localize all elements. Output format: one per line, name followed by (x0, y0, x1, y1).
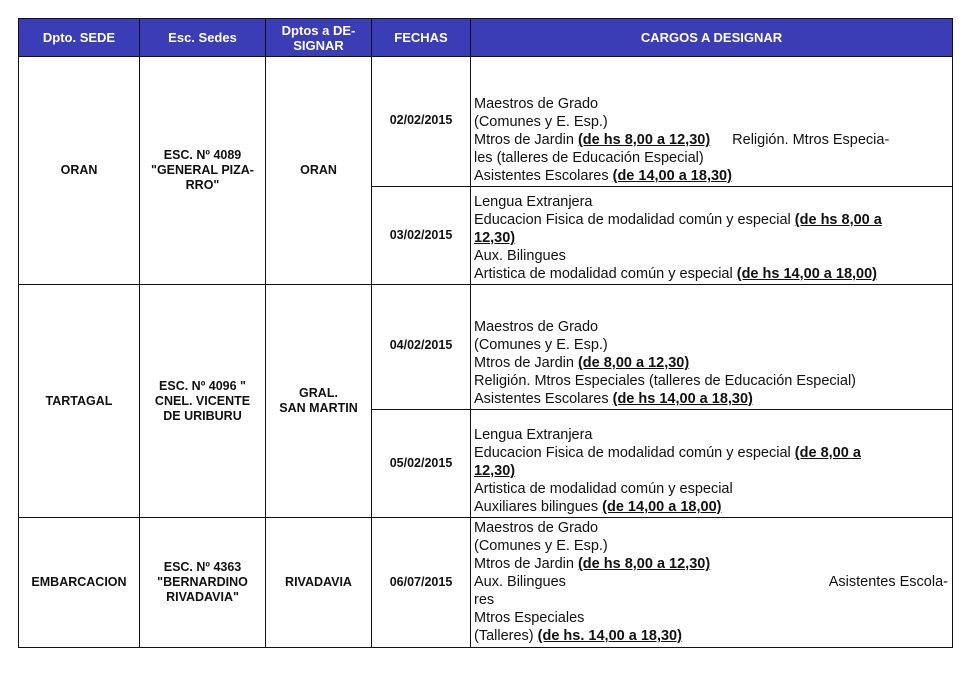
cargo-text: Mtros de Jardin (474, 132, 578, 148)
header-dpto-sede: Dpto. SEDE (19, 19, 140, 57)
cargo-line: (Comunes y E. Esp.) (474, 337, 608, 353)
escuela-line: CNEL. VICENTE (154, 393, 251, 408)
horario: (de hs 8,00 a 12,30) (577, 556, 711, 572)
cargo-line (474, 229, 948, 247)
cargo-text: Mtros de Jardin (474, 355, 578, 371)
cargo-line (474, 627, 948, 645)
table-row (19, 57, 953, 187)
cargo-line: (Comunes y E. Esp.) (474, 538, 608, 554)
cargo-line: Lengua Extranjera (474, 427, 593, 443)
dpto-line: SAN MARTIN (279, 401, 358, 415)
dpto-designar-cell: RIVADAVIA (266, 518, 372, 648)
fecha-cell: 03/02/2015 (372, 187, 471, 285)
escuela-cell (140, 518, 266, 648)
cargo-line: (Comunes y E. Esp.) (474, 114, 608, 130)
cargo-line: Maestros de Grado (474, 319, 599, 335)
cargos-cell (471, 285, 953, 410)
fecha-cell: 06/07/2015 (372, 518, 471, 648)
cargo-text: (Talleres) (474, 628, 538, 644)
horario: (de hs 14,00 a 18,30) (612, 391, 753, 407)
horario: 12,30) (474, 463, 516, 479)
cargo-line: Artistica de modalidad común y especial (474, 481, 733, 497)
table-row (19, 285, 953, 410)
cargo-line: Maestros de Grado (474, 96, 599, 112)
escuela-line: RIVADAVIA" (166, 590, 239, 604)
fecha-cell: 05/02/2015 (372, 410, 471, 518)
escuela-cell (140, 57, 266, 285)
sede-cell: TARTAGAL (19, 285, 140, 518)
cargo-line (474, 444, 948, 462)
cargos-cell (471, 187, 953, 285)
horario: (de hs 14,00 a 18,00) (736, 266, 877, 282)
sede-cell: ORAN (19, 57, 140, 285)
cargo-line: les (talleres de Educación Especial) (474, 150, 704, 166)
cargo-line (474, 354, 948, 372)
horario: (de 14,00 a 18,30) (612, 168, 732, 184)
cargo-text: Artistica de modalidad común y especial (474, 266, 737, 282)
cargo-text: Religión. Mtros Especia- (732, 132, 890, 148)
cargo-line: Religión. Mtros Especiales (talleres de Educación Especial) (474, 373, 857, 389)
horario: (de hs 8,00 a (794, 212, 882, 228)
horario: 12,30) (474, 230, 516, 246)
escuela-line: DE URIBURU (163, 408, 242, 423)
cargo-line: Maestros de Grado (474, 520, 599, 536)
cargo-line (474, 573, 948, 591)
cargo-text: Educacion Fisica de modalidad común y especial (474, 212, 795, 228)
cargo-text: Educacion Fisica de modalidad común y especial (474, 445, 795, 461)
cargo-line (474, 390, 948, 408)
fecha-cell: 02/02/2015 (372, 57, 471, 187)
horario: (de 8,00 a (794, 445, 861, 461)
cargo-line: Aux. Bilingues (474, 248, 566, 264)
escuela-line: ESC. Nº 4096 " (159, 378, 246, 393)
dpto-line: GRAL. (299, 386, 338, 400)
escuela-line: ESC. Nº 4089 (163, 148, 242, 162)
escuela-cell (140, 285, 266, 518)
table-row (19, 518, 953, 648)
cargos-cell (471, 410, 953, 518)
cargo-line (474, 498, 948, 516)
cargos-table-sheet (18, 18, 952, 652)
cargos-cell (471, 518, 953, 648)
header-fechas: FECHAS (372, 19, 471, 57)
cargo-line (474, 211, 948, 229)
header-cargos: CARGOS A DESIGNAR (471, 19, 953, 57)
header-dptos-line2: SIGNAR (293, 37, 344, 53)
cargo-line: Mtros Especiales (474, 610, 585, 626)
header-dptos-line1: Dptos a DE- (281, 22, 356, 38)
cargo-text: Mtros de Jardin (474, 556, 578, 572)
horario: (de 14,00 a 18,00) (602, 499, 722, 515)
escuela-line: "BERNARDINO (157, 575, 248, 589)
cargo-line (474, 462, 948, 480)
cargos-table (18, 18, 953, 648)
cargo-text: Auxiliares bilingues (474, 499, 603, 515)
cargo-line (474, 131, 948, 149)
header-row (19, 19, 953, 57)
sede-cell: EMBARCACION (19, 518, 140, 648)
cargo-line: res (474, 592, 495, 608)
header-esc-sedes: Esc. Sedes (140, 19, 266, 57)
fecha-cell: 04/02/2015 (372, 285, 471, 410)
cargo-line (474, 265, 948, 283)
horario: (de hs 8,00 a 12,30) (577, 132, 711, 148)
cargo-line (474, 555, 948, 573)
cargos-cell (471, 57, 953, 187)
horario: (de 8,00 a 12,30) (577, 355, 690, 371)
cargo-line: Lengua Extranjera (474, 194, 593, 210)
dpto-designar-cell (266, 285, 372, 518)
escuela-line: "GENERAL PIZA- (151, 163, 254, 177)
dpto-designar-cell: ORAN (266, 57, 372, 285)
cargo-text: Asistentes Escola- (828, 574, 948, 590)
cargo-text: Aux. Bilingues (474, 574, 566, 590)
escuela-line: RRO" (185, 178, 220, 192)
cargo-line (474, 167, 948, 185)
header-dptos-a-designar (266, 19, 372, 57)
escuela-line: ESC. Nº 4363 (163, 560, 242, 574)
cargo-text: Asistentes Escolares (474, 168, 613, 184)
cargo-text: Asistentes Escolares (474, 391, 613, 407)
horario: (de hs. 14,00 a 18,30) (537, 628, 682, 644)
